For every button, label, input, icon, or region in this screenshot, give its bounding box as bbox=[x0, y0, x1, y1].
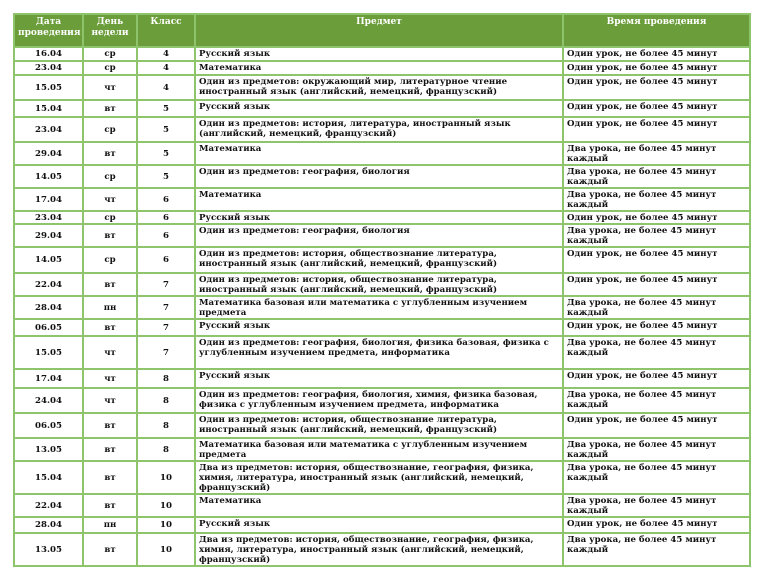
header-row bbox=[14, 14, 750, 47]
cell-grade: 7 bbox=[137, 296, 195, 319]
cell-date: 28.04 bbox=[14, 517, 83, 533]
cell-subject: Русский язык bbox=[195, 100, 563, 117]
header-date: Дата проведения bbox=[14, 14, 83, 47]
cell-subject: Один из предметов: окружающий мир, литературное чтение иностранный язык (английский, немецкий, французский) bbox=[195, 75, 563, 100]
cell-date: 22.04 bbox=[14, 494, 83, 517]
cell-duration: Один урок, не более 45 минут bbox=[563, 517, 750, 533]
cell-grade: 4 bbox=[137, 75, 195, 100]
cell-date: 29.04 bbox=[14, 142, 83, 165]
cell-date: 16.04 bbox=[14, 47, 83, 61]
cell-weekday: ср bbox=[83, 61, 137, 75]
cell-date: 06.05 bbox=[14, 319, 83, 336]
cell-duration: Один урок, не более 45 минут bbox=[563, 47, 750, 61]
cell-weekday: чт bbox=[83, 369, 137, 388]
cell-date: 24.04 bbox=[14, 388, 83, 413]
table-row bbox=[14, 494, 750, 517]
cell-weekday: вт bbox=[83, 142, 137, 165]
cell-duration: Два урока, не более 45 минут каждый bbox=[563, 188, 750, 211]
cell-grade: 7 bbox=[137, 336, 195, 369]
cell-subject: Русский язык bbox=[195, 369, 563, 388]
cell-date: 14.05 bbox=[14, 247, 83, 273]
cell-date: 15.05 bbox=[14, 75, 83, 100]
cell-subject: Математика bbox=[195, 494, 563, 517]
cell-date: 23.04 bbox=[14, 211, 83, 224]
cell-duration: Два урока, не более 45 минут каждый bbox=[563, 494, 750, 517]
table-row bbox=[14, 369, 750, 388]
cell-weekday: пн bbox=[83, 517, 137, 533]
cell-date: 29.04 bbox=[14, 224, 83, 247]
cell-duration: Два урока, не более 45 минут каждый bbox=[563, 296, 750, 319]
table-row bbox=[14, 61, 750, 75]
cell-grade: 10 bbox=[137, 517, 195, 533]
cell-grade: 7 bbox=[137, 273, 195, 296]
table-row bbox=[14, 224, 750, 247]
cell-duration: Два урока, не более 45 минут каждый bbox=[563, 461, 750, 494]
cell-duration: Один урок, не более 45 минут bbox=[563, 413, 750, 438]
cell-subject: Математика bbox=[195, 61, 563, 75]
cell-weekday: чт bbox=[83, 336, 137, 369]
cell-duration: Один урок, не более 45 минут bbox=[563, 61, 750, 75]
cell-duration: Один урок, не более 45 минут bbox=[563, 247, 750, 273]
cell-duration: Два урока, не более 45 минут каждый bbox=[563, 336, 750, 369]
table-row bbox=[14, 273, 750, 296]
cell-subject: Два из предметов: история, обществознание, география, физика, химия, литература, иностранный язык (английский, немецкий, французский) bbox=[195, 461, 563, 494]
cell-grade: 8 bbox=[137, 369, 195, 388]
cell-grade: 5 bbox=[137, 100, 195, 117]
cell-subject: Один из предметов: география, биология, химия, физика базовая, физика с углубленным изучением предмета, информатика bbox=[195, 388, 563, 413]
cell-subject: Один из предметов: история, обществознание литература, иностранный язык (английский, немецкий, французский) bbox=[195, 247, 563, 273]
cell-duration: Один урок, не более 45 минут bbox=[563, 117, 750, 142]
cell-grade: 4 bbox=[137, 47, 195, 61]
cell-duration: Два урока, не более 45 минут каждый bbox=[563, 224, 750, 247]
cell-weekday: вт bbox=[83, 413, 137, 438]
cell-duration: Два урока, не более 45 минут каждый bbox=[563, 142, 750, 165]
cell-subject: Один из предметов: география, биология bbox=[195, 224, 563, 247]
cell-weekday: ср bbox=[83, 247, 137, 273]
header-duration: Время проведения bbox=[563, 14, 750, 47]
cell-duration: Один урок, не более 45 минут bbox=[563, 273, 750, 296]
table-row bbox=[14, 75, 750, 100]
schedule-table bbox=[13, 13, 751, 567]
cell-grade: 6 bbox=[137, 188, 195, 211]
cell-duration: Один урок, не более 45 минут bbox=[563, 369, 750, 388]
cell-date: 17.04 bbox=[14, 369, 83, 388]
cell-date: 15.04 bbox=[14, 461, 83, 494]
cell-grade: 5 bbox=[137, 117, 195, 142]
cell-subject: Русский язык bbox=[195, 517, 563, 533]
table-row bbox=[14, 438, 750, 461]
cell-duration: Два урока, не более 45 минут каждый bbox=[563, 165, 750, 188]
table-row bbox=[14, 296, 750, 319]
cell-subject: Один из предметов: история, литература, иностранный язык (английский, немецкий, французский) bbox=[195, 117, 563, 142]
table-row bbox=[14, 117, 750, 142]
table-row bbox=[14, 517, 750, 533]
cell-grade: 8 bbox=[137, 438, 195, 461]
cell-grade: 6 bbox=[137, 247, 195, 273]
cell-duration: Один урок, не более 45 минут bbox=[563, 100, 750, 117]
cell-subject: Русский язык bbox=[195, 47, 563, 61]
header-weekday: День недели bbox=[83, 14, 137, 47]
cell-grade: 10 bbox=[137, 533, 195, 566]
cell-date: 06.05 bbox=[14, 413, 83, 438]
table-row bbox=[14, 413, 750, 438]
cell-duration: Два урока, не более 45 минут каждый bbox=[563, 438, 750, 461]
cell-weekday: вт bbox=[83, 273, 137, 296]
cell-date: 14.05 bbox=[14, 165, 83, 188]
cell-grade: 5 bbox=[137, 165, 195, 188]
cell-weekday: чт bbox=[83, 75, 137, 100]
cell-date: 17.04 bbox=[14, 188, 83, 211]
cell-date: 23.04 bbox=[14, 117, 83, 142]
cell-grade: 5 bbox=[137, 142, 195, 165]
cell-weekday: вт bbox=[83, 438, 137, 461]
table-row bbox=[14, 461, 750, 494]
table-row bbox=[14, 47, 750, 61]
cell-weekday: ср bbox=[83, 165, 137, 188]
cell-weekday: вт bbox=[83, 319, 137, 336]
cell-grade: 6 bbox=[137, 224, 195, 247]
cell-subject: Один из предметов: география, биология, физика базовая, физика с углубленным изучением предмета, информатика bbox=[195, 336, 563, 369]
cell-grade: 4 bbox=[137, 61, 195, 75]
cell-weekday: вт bbox=[83, 461, 137, 494]
cell-subject: Один из предметов: история, обществознание литература, иностранный язык (английский, немецкий, французский) bbox=[195, 413, 563, 438]
cell-subject: Один из предметов: история, обществознание литература, иностранный язык (английский, немецкий, французский) bbox=[195, 273, 563, 296]
cell-date: 13.05 bbox=[14, 533, 83, 566]
cell-weekday: ср bbox=[83, 211, 137, 224]
header-grade: Класс bbox=[137, 14, 195, 47]
cell-duration: Один урок, не более 45 минут bbox=[563, 211, 750, 224]
cell-subject: Русский язык bbox=[195, 319, 563, 336]
cell-grade: 10 bbox=[137, 461, 195, 494]
table-row bbox=[14, 211, 750, 224]
table-row bbox=[14, 165, 750, 188]
cell-date: 22.04 bbox=[14, 273, 83, 296]
cell-weekday: вт bbox=[83, 224, 137, 247]
table-row bbox=[14, 336, 750, 369]
cell-weekday: пн bbox=[83, 296, 137, 319]
cell-subject: Математика базовая или математика с углубленным изучением предмета bbox=[195, 296, 563, 319]
cell-subject: Один из предметов: география, биология bbox=[195, 165, 563, 188]
cell-grade: 8 bbox=[137, 413, 195, 438]
cell-weekday: вт bbox=[83, 100, 137, 117]
cell-date: 15.05 bbox=[14, 336, 83, 369]
cell-grade: 10 bbox=[137, 494, 195, 517]
table-row bbox=[14, 100, 750, 117]
table-row bbox=[14, 319, 750, 336]
cell-subject: Два из предметов: история, обществознание, география, физика, химия, литература, иностранный язык (английский, немецкий, французский) bbox=[195, 533, 563, 566]
cell-weekday: вт bbox=[83, 494, 137, 517]
cell-weekday: чт bbox=[83, 188, 137, 211]
table-row bbox=[14, 188, 750, 211]
cell-subject: Математика bbox=[195, 142, 563, 165]
table-row bbox=[14, 533, 750, 566]
cell-grade: 6 bbox=[137, 211, 195, 224]
cell-duration: Один урок, не более 45 минут bbox=[563, 319, 750, 336]
cell-grade: 8 bbox=[137, 388, 195, 413]
cell-date: 23.04 bbox=[14, 61, 83, 75]
cell-subject: Русский язык bbox=[195, 211, 563, 224]
cell-date: 13.05 bbox=[14, 438, 83, 461]
table-row bbox=[14, 247, 750, 273]
header-subject: Предмет bbox=[195, 14, 563, 47]
cell-subject: Математика базовая или математика с углубленным изучением предмета bbox=[195, 438, 563, 461]
table-row bbox=[14, 388, 750, 413]
cell-weekday: чт bbox=[83, 388, 137, 413]
cell-duration: Два урока, не более 45 минут каждый bbox=[563, 533, 750, 566]
table-row bbox=[14, 142, 750, 165]
cell-date: 28.04 bbox=[14, 296, 83, 319]
cell-weekday: ср bbox=[83, 47, 137, 61]
table-body bbox=[14, 47, 750, 566]
cell-weekday: ср bbox=[83, 117, 137, 142]
cell-date: 15.04 bbox=[14, 100, 83, 117]
cell-subject: Математика bbox=[195, 188, 563, 211]
cell-duration: Два урока, не более 45 минут каждый bbox=[563, 388, 750, 413]
cell-grade: 7 bbox=[137, 319, 195, 336]
cell-weekday: вт bbox=[83, 533, 137, 566]
cell-duration: Один урок, не более 45 минут bbox=[563, 75, 750, 100]
